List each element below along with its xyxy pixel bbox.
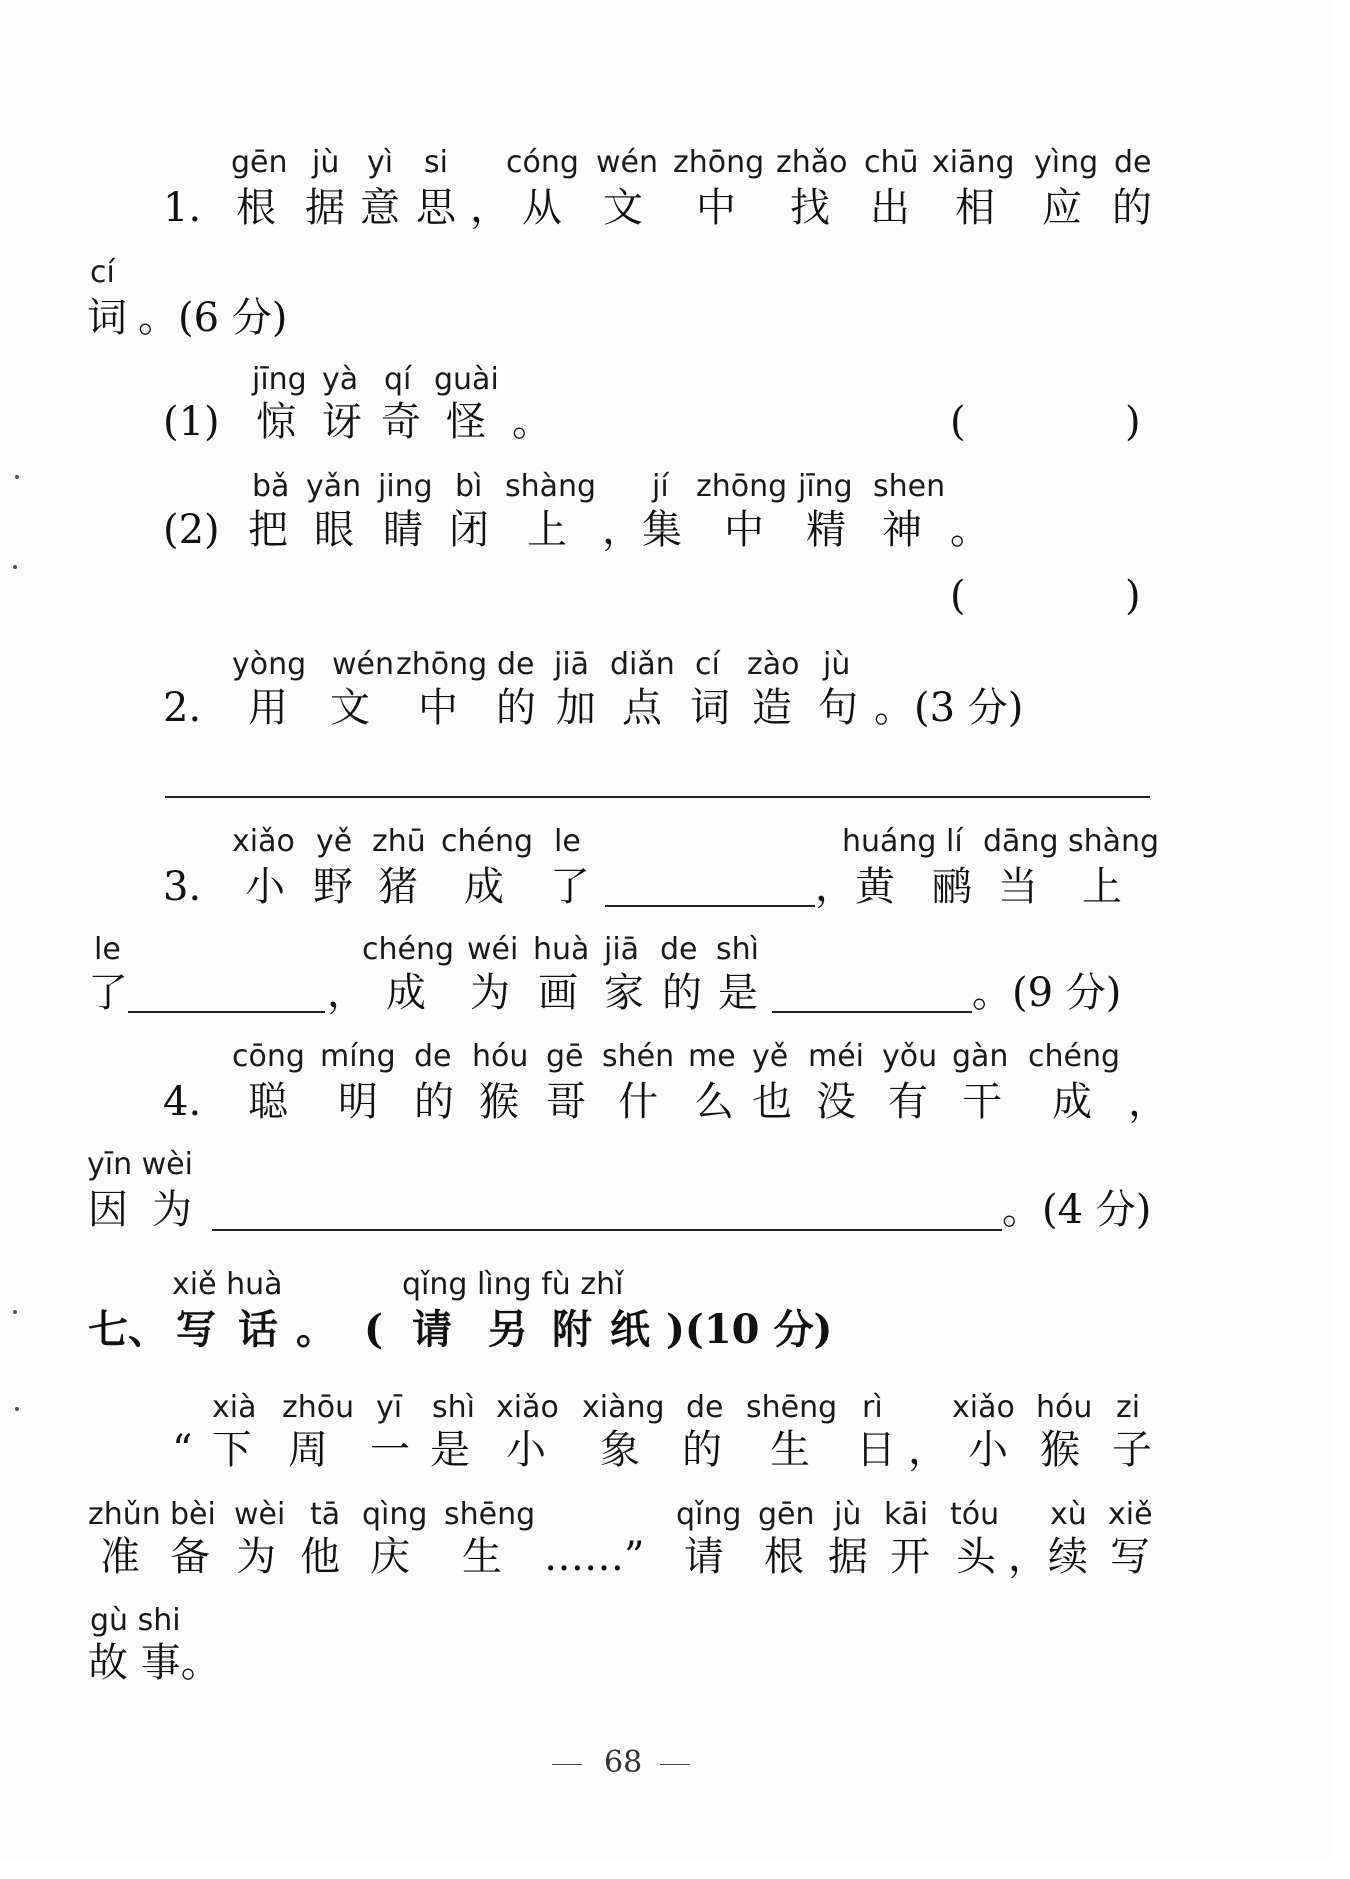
hanzi: 附 (552, 1306, 592, 1353)
pinyin: le (94, 932, 121, 967)
pinyin: xiě huà (172, 1267, 283, 1302)
score: 。(4 分) (1002, 1187, 1152, 1233)
pinyin: rì (862, 1390, 883, 1425)
pinyin: jīng (252, 362, 307, 397)
hanzi: 干 (962, 1079, 1002, 1125)
hanzi: 纸 (610, 1306, 650, 1353)
hanzi: 野 (313, 864, 353, 910)
pinyin: yīn wèi (87, 1147, 193, 1182)
hanzi: 当 (998, 864, 1038, 910)
pinyin: dāng shàng (983, 824, 1160, 859)
hanzi: 什 (618, 1079, 658, 1125)
hanzi: 意 (360, 185, 400, 231)
pinyin: jù (312, 145, 340, 180)
answer-paren-open: ( (950, 399, 966, 445)
answer-box[interactable] (975, 402, 1125, 442)
answer-paren-close: ) (1125, 573, 1141, 619)
punctuation: 。 (512, 399, 552, 445)
hanzi: 应 (1042, 185, 1082, 231)
score: )(10 分) (666, 1306, 833, 1353)
pinyin: xià (212, 1390, 257, 1425)
pinyin: de (660, 932, 698, 967)
pinyin: zhǔn (88, 1497, 161, 1532)
hanzi: 请 (684, 1534, 724, 1580)
hanzi: 一 (370, 1427, 410, 1473)
hanzi: 据 (828, 1534, 868, 1580)
hanzi: 没 (816, 1079, 856, 1125)
pinyin: zi (1116, 1390, 1141, 1425)
page-number-dash (552, 1764, 582, 1765)
hanzi: 成 (464, 864, 504, 910)
pinyin: bèi (170, 1497, 216, 1532)
pinyin: jù (834, 1497, 862, 1532)
pinyin: yǎn (306, 469, 362, 504)
hanzi: 周 (288, 1427, 328, 1473)
pinyin: zhōu (282, 1390, 355, 1425)
hanzi: 句 (818, 685, 858, 731)
punctuation: ， (470, 185, 510, 231)
sub-question-number: (1) (163, 399, 220, 445)
pinyin: tā (310, 1497, 341, 1532)
punctuation: 。 (950, 507, 990, 553)
punctuation: ……” (544, 1534, 645, 1580)
hanzi: 开 (890, 1534, 930, 1580)
answer-line[interactable] (212, 1229, 1002, 1231)
pinyin: xiǎo (952, 1390, 1015, 1425)
hanzi: 小 (245, 864, 285, 910)
hanzi: 准 (100, 1534, 140, 1580)
punctuation: 。 (296, 1306, 336, 1353)
hanzi: 猴 (1040, 1427, 1080, 1473)
pinyin: jiā (604, 932, 640, 967)
pinyin: cí (90, 255, 115, 290)
hanzi: 请 (412, 1306, 452, 1353)
pinyin: wén (332, 647, 395, 682)
score: 。(6 分) (138, 295, 288, 341)
hanzi: 出 (870, 185, 910, 231)
answer-paren-open: ( (950, 573, 966, 619)
pinyin: chéng (362, 932, 455, 967)
pinyin: jí (652, 469, 669, 504)
hanzi: 精 (806, 507, 846, 553)
pinyin: chéng (1028, 1039, 1121, 1074)
score: 。(3 分) (874, 685, 1024, 731)
hanzi: 造 (752, 685, 792, 731)
hanzi: 用 (248, 685, 288, 731)
pinyin: de (497, 647, 535, 682)
pinyin: yìng (1034, 145, 1099, 180)
pinyin: qìng (362, 1497, 428, 1532)
pinyin: gàn (952, 1039, 1009, 1074)
answer-box[interactable] (975, 576, 1125, 616)
hanzi: 思 (416, 185, 456, 231)
pinyin: huà (533, 932, 590, 967)
hanzi: 成 (1052, 1079, 1092, 1125)
hanzi: 闭 (449, 507, 489, 553)
pinyin: chéng (441, 824, 534, 859)
punctuation: ， (908, 1427, 948, 1473)
pinyin: jiā (554, 647, 590, 682)
hanzi: 点 (622, 685, 662, 731)
hanzi: 中 (724, 507, 764, 553)
answer-blank[interactable] (605, 905, 815, 907)
pinyin: yě (752, 1039, 789, 1074)
pinyin: zhǎo (776, 145, 848, 180)
hanzi: 象 (600, 1427, 640, 1473)
answer-paren-close: ) (1125, 399, 1141, 445)
hanzi: 有 (888, 1079, 928, 1125)
pinyin: gē (546, 1039, 584, 1074)
hanzi: 头 (956, 1534, 996, 1580)
hanzi: 中 (696, 185, 736, 231)
hanzi: 从 (522, 185, 562, 231)
pinyin: yě (316, 824, 353, 859)
section-number: 七、 (88, 1306, 168, 1353)
pinyin: de (414, 1039, 452, 1074)
pinyin: xiāng (932, 145, 1015, 180)
answer-blank[interactable] (772, 1011, 972, 1013)
hanzi: 另 (488, 1306, 528, 1353)
hanzi: 为 (152, 1187, 192, 1233)
score: 。(9 分) (972, 970, 1122, 1016)
hanzi: 小 (506, 1427, 546, 1473)
hanzi: 文 (603, 185, 643, 231)
pinyin: le (554, 824, 581, 859)
hanzi: 讶 (322, 399, 362, 445)
pinyin: méi (808, 1039, 865, 1074)
pinyin: me (688, 1039, 736, 1074)
hanzi: 据 (305, 185, 345, 231)
pinyin: cí (695, 647, 720, 682)
pinyin: shén (602, 1039, 675, 1074)
hanzi: 他 (300, 1534, 340, 1580)
pinyin: xiàng (582, 1390, 665, 1425)
pinyin: tóu (950, 1497, 1000, 1532)
punctuation: “ (172, 1427, 193, 1473)
pinyin: xiě (1108, 1497, 1153, 1532)
pinyin: de (1114, 145, 1152, 180)
pinyin: lí (946, 824, 963, 859)
hanzi: 备 (170, 1534, 210, 1580)
hanzi: 把 (248, 507, 288, 553)
pinyin: qǐng lìng fù zhǐ (402, 1267, 624, 1302)
hanzi: 写 (176, 1306, 216, 1353)
pinyin: cóng (506, 145, 579, 180)
hanzi: 怪 (446, 399, 486, 445)
pinyin: bǎ (252, 469, 290, 504)
hanzi: 为 (470, 970, 510, 1016)
hanzi: 上 (1082, 864, 1122, 910)
hanzi: 明 (338, 1079, 378, 1125)
hanzi: 文 (330, 685, 370, 731)
hanzi: 词 (87, 295, 127, 341)
pinyin: yòng (232, 647, 307, 682)
pinyin: jù (823, 647, 851, 682)
hanzi: ，黄 (815, 864, 895, 910)
hanzi: 的 (496, 685, 536, 731)
hanzi: 是 (718, 970, 758, 1016)
hanzi: 猪 (378, 864, 418, 910)
hanzi: 子 (1112, 1427, 1152, 1473)
pinyin: qǐng (676, 1497, 742, 1532)
pinyin: gù shi (90, 1603, 181, 1638)
hanzi: 眼 (314, 507, 354, 553)
hanzi: 相 (955, 185, 995, 231)
pinyin: shàng (505, 469, 597, 504)
pinyin: yī (376, 1390, 403, 1425)
hanzi: 词 (690, 685, 730, 731)
hanzi: 是 (430, 1427, 470, 1473)
hanzi: 加 (556, 685, 596, 731)
question-number: 3. (163, 864, 202, 910)
question-number: 2. (163, 685, 202, 731)
pinyin: wéi (467, 932, 519, 967)
pinyin: shēng (444, 1497, 536, 1532)
hanzi: 奇 (381, 399, 421, 445)
hanzi: 惊 (256, 399, 296, 445)
pinyin: zhōng (696, 469, 788, 504)
pinyin: jīng (798, 469, 853, 504)
pinyin: zhōng (673, 145, 765, 180)
pinyin: chū (864, 145, 919, 180)
hanzi: 的 (662, 970, 702, 1016)
hanzi: 庆 (370, 1534, 410, 1580)
hanzi: 根 (764, 1534, 804, 1580)
pinyin: gēn (231, 145, 288, 180)
hanzi: 猴 (479, 1079, 519, 1125)
pinyin: zhōng (396, 647, 488, 682)
scan-speck (13, 1310, 17, 1314)
pinyin: jing (378, 469, 433, 504)
hanzi: 中 (418, 685, 458, 731)
hanzi: 找 (790, 185, 830, 231)
hanzi: 生 (462, 1534, 502, 1580)
sub-question-number: (2) (163, 507, 220, 553)
pinyin: bì (455, 469, 483, 504)
punctuation: ， (1128, 1079, 1168, 1125)
pinyin: de (686, 1390, 724, 1425)
pinyin: shì (432, 1390, 475, 1425)
hanzi: 哥 (546, 1079, 586, 1125)
hanzi: 下 (212, 1427, 252, 1473)
hanzi: ，集 (602, 507, 682, 553)
answer-line[interactable] (165, 796, 1150, 798)
answer-blank[interactable] (128, 1011, 325, 1013)
hanzi: 成 (386, 970, 426, 1016)
pinyin: wén (596, 145, 659, 180)
hanzi: 小 (968, 1427, 1008, 1473)
pinyin: shì (716, 932, 759, 967)
question-number: 4. (163, 1079, 202, 1125)
pinyin: gēn (758, 1497, 815, 1532)
pinyin: míng (320, 1039, 396, 1074)
hanzi: 上 (527, 507, 567, 553)
pinyin: yà (322, 362, 359, 397)
hanzi: 了 (88, 970, 128, 1016)
hanzi: 画 (538, 970, 578, 1016)
punctuation: ( (364, 1306, 383, 1353)
pinyin: cōng (232, 1039, 305, 1074)
hanzi: 日 (856, 1427, 896, 1473)
hanzi: 么 (694, 1079, 734, 1125)
page-number: 68 (604, 1745, 643, 1780)
hanzi: 的 (682, 1427, 722, 1473)
pinyin: xiǎo (232, 824, 295, 859)
pinyin: shēng (746, 1390, 838, 1425)
hanzi: 故 事。 (88, 1640, 221, 1686)
hanzi: 因 (88, 1187, 128, 1233)
hanzi: 也 (752, 1079, 792, 1125)
hanzi: 神 (882, 507, 922, 553)
hanzi: ，续 (1008, 1534, 1088, 1580)
pinyin: si (424, 145, 448, 180)
hanzi: 了 (550, 864, 590, 910)
pinyin: guài (434, 362, 499, 397)
hanzi: 聪 (248, 1079, 288, 1125)
pinyin: yǒu (882, 1039, 938, 1074)
scan-speck (15, 475, 19, 479)
hanzi: 的 (1112, 185, 1152, 231)
pinyin: huáng (842, 824, 937, 859)
pinyin: hóu (1036, 1390, 1093, 1425)
pinyin: zào (747, 647, 800, 682)
pinyin: diǎn (610, 647, 675, 682)
pinyin: hóu (472, 1039, 529, 1074)
pinyin: shen (873, 469, 946, 504)
pinyin: xiǎo (496, 1390, 559, 1425)
hanzi: 鹂 (932, 864, 972, 910)
page-number-dash (660, 1764, 690, 1765)
punctuation: ， (327, 970, 367, 1016)
pinyin: wèi (234, 1497, 286, 1532)
hanzi: 睛 (383, 507, 423, 553)
pinyin: yì (367, 145, 394, 180)
hanzi: 写 (1110, 1534, 1150, 1580)
pinyin: xù (1050, 1497, 1087, 1532)
question-number: 1. (163, 185, 202, 231)
scan-speck (13, 565, 17, 569)
hanzi: 为 (236, 1534, 276, 1580)
hanzi: 生 (770, 1427, 810, 1473)
scan-speck (15, 1407, 19, 1411)
hanzi: 话 (238, 1306, 278, 1353)
pinyin: qí (384, 362, 412, 397)
hanzi: 的 (414, 1079, 454, 1125)
pinyin: zhū (372, 824, 426, 859)
hanzi: 根 (236, 185, 276, 231)
hanzi: 家 (604, 970, 644, 1016)
pinyin: kāi (884, 1497, 929, 1532)
